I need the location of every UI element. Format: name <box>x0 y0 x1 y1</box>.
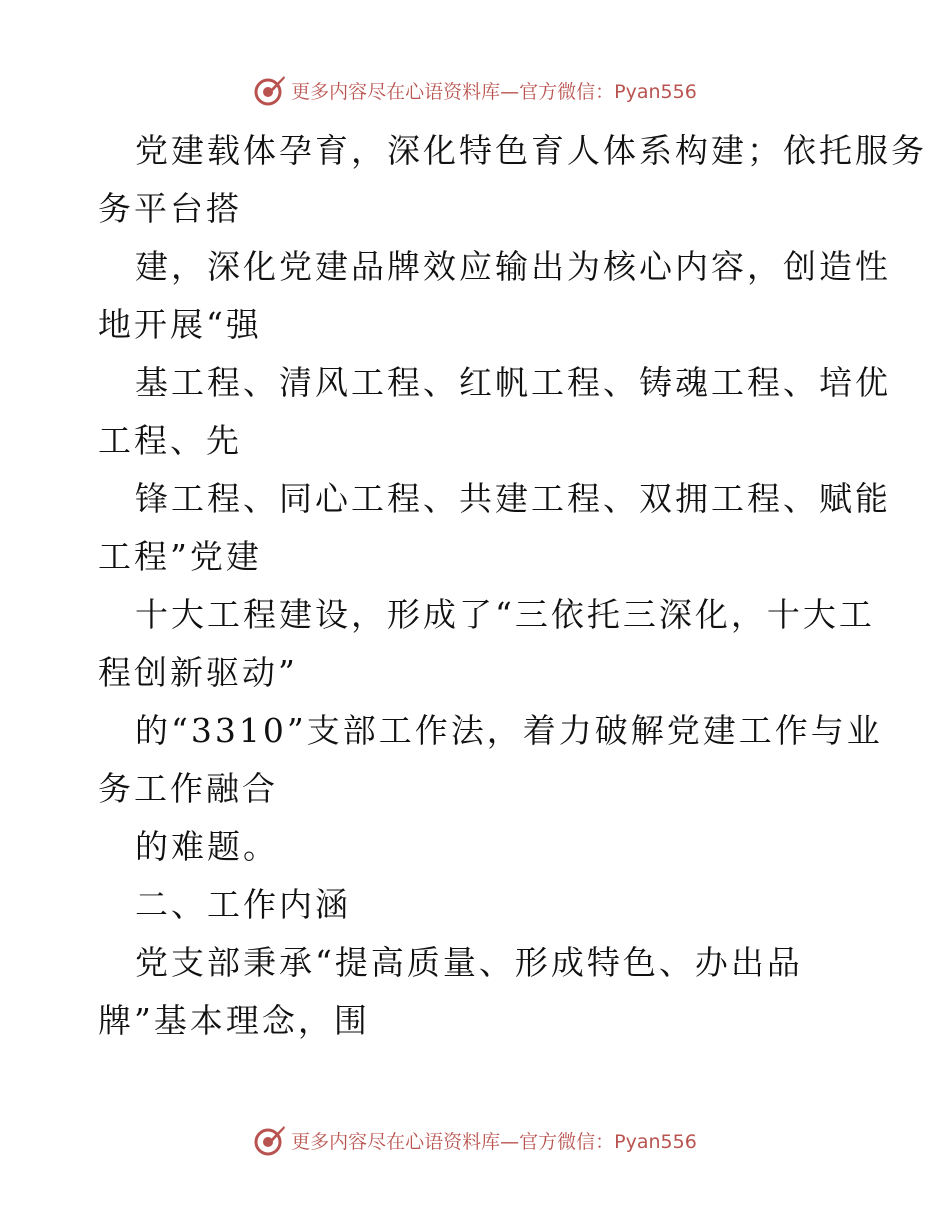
quill-pen-seal-icon <box>253 1123 287 1157</box>
header-banner <box>0 70 950 110</box>
document-body <box>98 122 927 1050</box>
footer-banner <box>0 1120 950 1160</box>
paragraph-line: 建，深化党建品牌效应输出为核心内容，创造性 <box>135 247 891 286</box>
header-banner-text: 更多内容尽在心语资料库—官方微信：Pyan556 <box>291 80 697 103</box>
footer-banner-text: 更多内容尽在心语资料库—官方微信：Pyan556 <box>291 1130 697 1153</box>
paragraph-line: 务工作融合 <box>98 769 278 808</box>
paragraph-line: 的“3310”支部工作法，着力破解党建工作与业 <box>135 711 883 750</box>
paragraph-line: 地开展“强 <box>98 305 262 344</box>
section-heading: 二、工作内涵 <box>135 885 351 924</box>
quill-pen-seal-icon <box>253 73 287 107</box>
paragraph-line: 基工程、清风工程、红帆工程、铸魂工程、培优 <box>135 363 891 402</box>
paragraph-line: 牌”基本理念，围 <box>98 1001 370 1040</box>
paragraph-line: 程创新驱动” <box>98 653 298 692</box>
paragraph-line: 党建载体孕育，深化特色育人体系构建；依托服务 <box>135 131 927 170</box>
paragraph-line: 党支部秉承“提高质量、形成特色、办出品 <box>135 943 803 982</box>
paragraph-line: 工程、先 <box>98 421 242 460</box>
paragraph-line: 十大工程建设，形成了“三依托三深化，十大工 <box>135 595 875 634</box>
paragraph-line: 的难题。 <box>135 827 279 866</box>
paragraph-line: 锋工程、同心工程、共建工程、双拥工程、赋能 <box>135 479 891 518</box>
paragraph-line: 务平台搭 <box>98 189 242 228</box>
paragraph-line: 工程”党建 <box>98 537 262 576</box>
